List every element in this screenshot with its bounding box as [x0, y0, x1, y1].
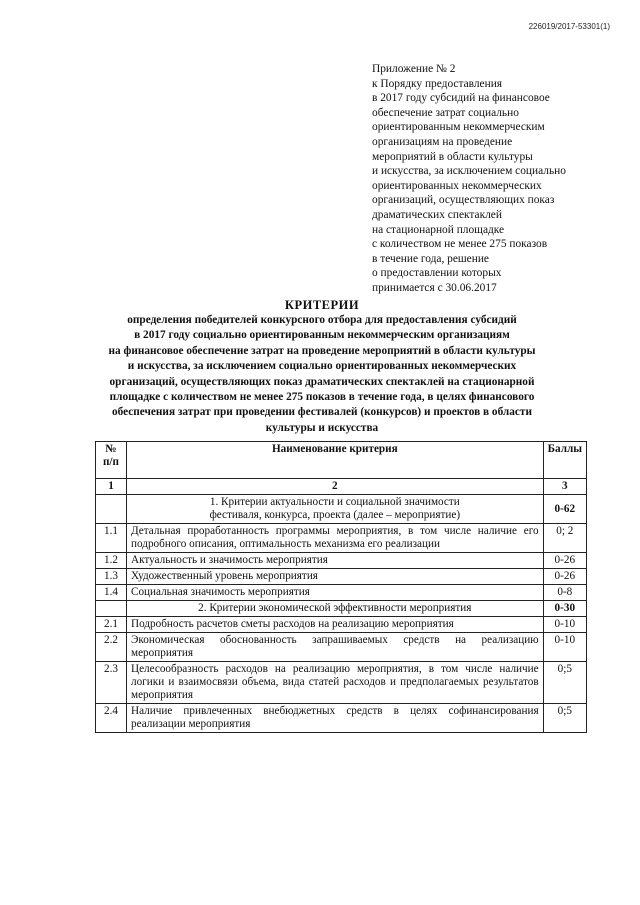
- subtitle-line: площадке с количеством не менее 275 показов в течение года, в целях финансового: [109, 391, 535, 404]
- appendix-line: организациям на проведение: [372, 135, 513, 148]
- section-points: 0-30: [543, 601, 586, 617]
- row-points: 0-26: [543, 569, 586, 585]
- row-criterion: Социальная значимость мероприятия: [127, 585, 544, 601]
- heading-title: КРИТЕРИИ: [284, 298, 360, 312]
- subtitle-line: определения победителей конкурсного отбора для предоставления субсидий: [127, 314, 517, 326]
- section-num-cell: [96, 495, 127, 524]
- row-points: 0; 2: [543, 524, 586, 553]
- appendix-line: Приложение № 2: [372, 63, 456, 75]
- section-row-1: [96, 495, 587, 524]
- header-name-cell: Наименование критерия: [127, 442, 544, 479]
- table-header-row: [96, 442, 587, 479]
- row-criterion: Наличие привлеченных внебюджетных средств в целях софинансирования реализации мероприятия: [127, 704, 544, 733]
- appendix-line: организаций, осуществляющих показ: [372, 194, 555, 207]
- heading-subtitle: [95, 313, 549, 436]
- section-num-cell: [96, 601, 127, 617]
- table-row: [96, 553, 587, 569]
- column-number: 1: [96, 479, 127, 495]
- section-points: 0-62: [543, 495, 586, 524]
- appendix-line: в течение года, решение: [372, 252, 489, 265]
- row-number: 2.4: [96, 704, 127, 733]
- header-num-cell: [96, 442, 127, 479]
- row-points: 0;5: [543, 704, 586, 733]
- subtitle-line: организаций, осуществляющих показ драматических спектаклей на стационарной: [109, 375, 535, 388]
- document-id: 226019/2017-53301(1): [528, 22, 610, 31]
- row-points: 0-26: [543, 553, 586, 569]
- criteria-table: [95, 441, 587, 733]
- table-row: [96, 617, 587, 633]
- table-row: [96, 585, 587, 601]
- appendix-line: мероприятий в области культуры: [372, 150, 533, 163]
- criteria-heading: [95, 297, 549, 436]
- header-points-cell: Баллы: [543, 442, 586, 479]
- appendix-line: в 2017 году субсидий на финансовое: [372, 92, 550, 105]
- section-title-line: фестиваля, конкурса, проекта (далее – мероприятие): [209, 509, 461, 521]
- appendix-line: ориентированным некоммерческим: [372, 121, 545, 134]
- subtitle-line: обеспечения затрат при проведении фестивалей (конкурсов) и проектов в области: [111, 406, 532, 419]
- row-criterion: Экономическая обоснованность запрашиваемых средств на реализацию мероприятия: [127, 633, 544, 662]
- subtitle-line: в 2017 году социально ориентированным некоммерческим организациям: [134, 329, 510, 342]
- subtitle-line: на финансовое обеспечение затрат на проведение мероприятий в области культуры: [108, 344, 536, 357]
- appendix-line: на стационарной площадке: [372, 223, 505, 236]
- row-points: 0-8: [543, 585, 586, 601]
- section-title: [127, 495, 544, 524]
- row-points: 0-10: [543, 617, 586, 633]
- appendix-line: о предоставлении которых: [372, 267, 502, 280]
- row-number: 1.4: [96, 585, 127, 601]
- section-row-2: [96, 601, 587, 617]
- appendix-line: и искусства, за исключением социально: [372, 165, 566, 178]
- row-points: 0-10: [543, 633, 586, 662]
- header-num-line: №: [105, 443, 117, 455]
- appendix-line: ориентированных некоммерческих: [372, 179, 542, 192]
- column-number-row: [96, 479, 587, 495]
- row-points: 0;5: [543, 662, 586, 704]
- column-number: 2: [127, 479, 544, 495]
- row-criterion: Актуальность и значимость мероприятия: [127, 553, 544, 569]
- table-row: [96, 633, 587, 662]
- table-row: [96, 662, 587, 704]
- appendix-line: драматических спектаклей: [372, 208, 502, 221]
- row-number: 2.1: [96, 617, 127, 633]
- row-number: 2.3: [96, 662, 127, 704]
- section-title: 2. Критерии экономической эффективности мероприятия: [127, 601, 544, 617]
- row-criterion: Художественный уровень мероприятия: [127, 569, 544, 585]
- row-number: 1.2: [96, 553, 127, 569]
- subtitle-line: и искусства, за исключением социально ориентированных некоммерческих: [127, 360, 517, 373]
- section-title-line: 1. Критерии актуальности и социальной значимости: [209, 496, 460, 508]
- header-num-line: п/п: [102, 456, 119, 468]
- row-number: 2.2: [96, 633, 127, 662]
- appendix-line: с количеством не менее 275 показов: [372, 238, 548, 251]
- appendix-note: [372, 62, 622, 296]
- appendix-line: обеспечение затрат социально: [372, 106, 519, 119]
- table-row: [96, 704, 587, 733]
- table-row: [96, 569, 587, 585]
- row-number: 1.1: [96, 524, 127, 553]
- column-number: 3: [543, 479, 586, 495]
- appendix-line: к Порядку предоставления: [372, 77, 503, 90]
- table-row: [96, 524, 587, 553]
- appendix-line: принимается с 30.06.2017: [372, 281, 497, 294]
- row-criterion: Целесообразность расходов на реализацию мероприятия, в том числе наличие логики и взаимосвязи объема, вида статей расходов и предполагаемых результатов мероприятия: [127, 662, 544, 704]
- row-criterion: Детальная проработанность программы мероприятия, в том числе наличие его подробного описания, оптимальность механизма его реализации: [127, 524, 544, 553]
- row-number: 1.3: [96, 569, 127, 585]
- row-criterion: Подробность расчетов сметы расходов на реализацию мероприятия: [127, 617, 544, 633]
- subtitle-line: культуры и искусства: [265, 421, 379, 434]
